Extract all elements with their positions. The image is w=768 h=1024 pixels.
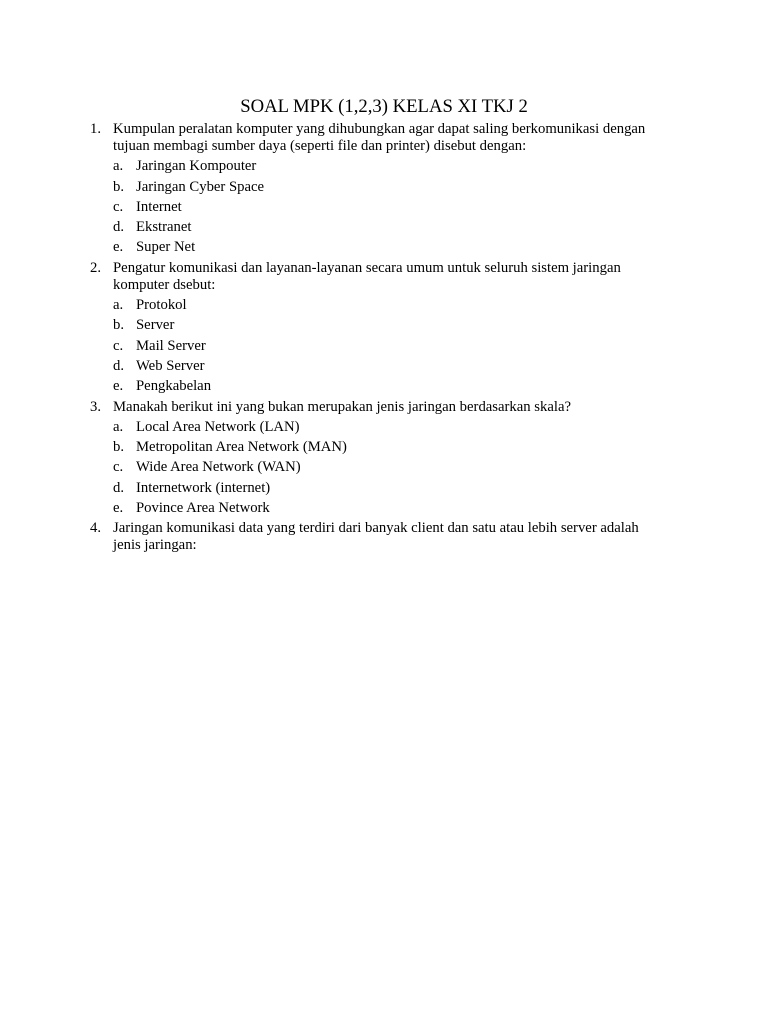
option-letter: e. — [113, 378, 124, 395]
option-letter: b. — [113, 317, 125, 334]
option-letter: a. — [113, 418, 124, 435]
option-text: Internet — [136, 198, 182, 215]
option-letter: a. — [113, 297, 124, 314]
option-letter: e. — [113, 500, 124, 517]
option-item — [0, 419, 768, 436]
option-item — [0, 219, 768, 236]
question-text-line: Pengatur komunikasi dan layanan-layanan secara umum untuk seluruh sistem jaringan — [113, 259, 621, 276]
option-letter: c. — [113, 198, 124, 215]
question-text-line: Jaringan komunikasi data yang terdiri dari banyak client dan satu atau lebih server adalah — [113, 520, 639, 537]
option-text: Povince Area Network — [136, 500, 270, 517]
option-text: Internetwork (internet) — [136, 479, 271, 496]
option-text: Server — [136, 317, 175, 334]
question-number: 1. — [90, 121, 102, 137]
question-text-line: Manakah berikut ini yang bukan merupakan jenis jaringan berdasarkan skala? — [113, 398, 572, 415]
option-text: Protokol — [136, 297, 187, 314]
option-letter: d. — [113, 479, 125, 496]
option-text: Jaringan Kompouter — [136, 158, 257, 175]
option-letter: b. — [113, 178, 125, 195]
option-text: Mail Server — [136, 337, 206, 354]
option-item — [0, 317, 768, 334]
option-item — [0, 338, 768, 355]
question-number: 3. — [90, 398, 102, 415]
option-item — [0, 199, 768, 216]
option-letter: b. — [113, 439, 125, 456]
option-text: Pengkabelan — [136, 378, 212, 395]
question-2 — [0, 260, 768, 294]
question-1 — [0, 121, 768, 155]
option-item — [0, 297, 768, 314]
option-letter: a. — [113, 158, 124, 175]
option-item — [0, 439, 768, 456]
question-text-line: komputer dsebut: — [113, 276, 216, 293]
option-item — [0, 179, 768, 196]
question-3 — [0, 399, 768, 416]
option-text: Local Area Network (LAN) — [136, 418, 300, 435]
option-item — [0, 239, 768, 256]
option-item — [0, 500, 768, 517]
option-text: Metropolitan Area Network (MAN) — [136, 439, 347, 456]
question-number: 2. — [90, 259, 102, 276]
question-4 — [0, 520, 768, 554]
option-text: Super Net — [136, 239, 196, 256]
option-text: Jaringan Cyber Space — [136, 178, 265, 195]
option-letter: c. — [113, 337, 124, 354]
option-item — [0, 480, 768, 497]
option-text: Web Server — [136, 357, 205, 374]
option-item — [0, 378, 768, 395]
option-text: Ekstranet — [136, 219, 192, 236]
question-text-line: Kumpulan peralatan komputer yang dihubungkan agar dapat saling berkomunikasi dengan — [113, 121, 646, 137]
option-item — [0, 158, 768, 175]
page-title: SOAL MPK (1,2,3) KELAS XI TKJ 2 — [240, 96, 528, 117]
question-list — [0, 121, 768, 558]
option-letter: d. — [113, 219, 125, 236]
option-item — [0, 358, 768, 375]
question-text-line: tujuan membagi sumber daya (seperti file dan printer) disebut dengan: — [113, 138, 527, 154]
question-number: 4. — [90, 520, 102, 537]
option-letter: c. — [113, 459, 124, 476]
question-text-line: jenis jaringan: — [113, 537, 197, 554]
option-letter: e. — [113, 239, 124, 256]
option-text: Wide Area Network (WAN) — [136, 459, 301, 476]
option-letter: d. — [113, 357, 125, 374]
option-item — [0, 459, 768, 476]
